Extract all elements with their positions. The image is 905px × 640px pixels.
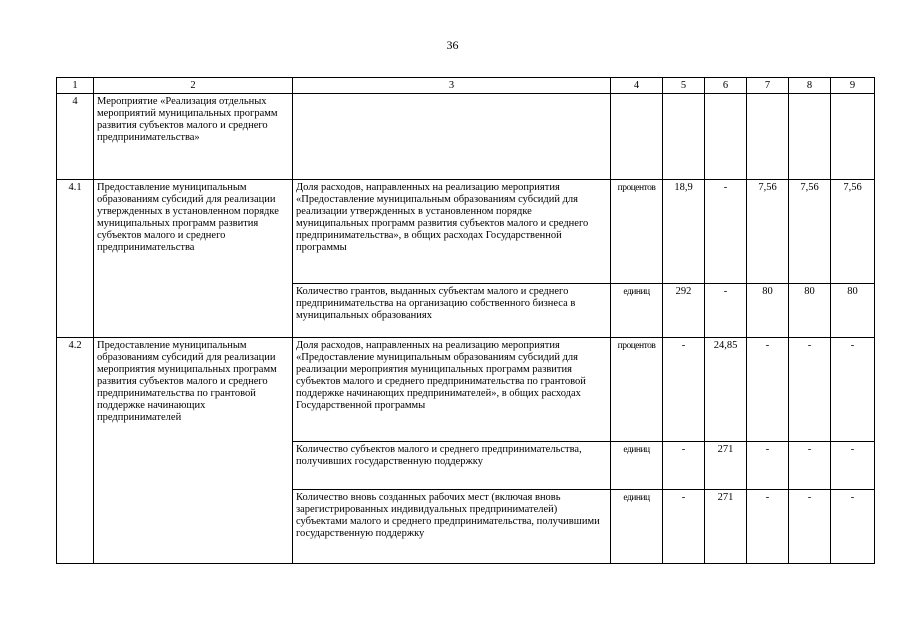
table-row [57,94,875,180]
indicator-value: - [789,490,831,564]
empty-cell [831,94,875,180]
empty-cell [747,94,789,180]
header-cell: 6 [705,78,747,94]
indicator-value: 7,56 [831,180,875,284]
indicator-unit: процентов [611,180,663,284]
indicator-unit: единиц [611,284,663,338]
indicator-unit: единиц [611,490,663,564]
header-cell: 9 [831,78,875,94]
indicator-value: - [663,442,705,490]
indicator-value: 18,9 [663,180,705,284]
indicator-value: 271 [705,490,747,564]
indicators-table [56,77,875,564]
activity-name: Мероприятие «Реализация отдельных мероприятий муниципальных программ развития субъектов малого и среднего предпринимательства» [94,94,293,180]
row-number: 4 [57,94,94,180]
indicator-text: Количество грантов, выданных субъектам малого и среднего предпринимательства на организацию собственного бизнеса в муниципальных образованиях [293,284,611,338]
activity-name: Предоставление муниципальным образованиям субсидий для реализации мероприятия муниципальных программ развития субъектов малого и среднего предпринимательства по грантовой поддержке начинающих предпринимателей [94,338,293,564]
indicator-value: 7,56 [747,180,789,284]
header-cell: 8 [789,78,831,94]
indicator-value: - [831,338,875,442]
empty-cell [663,94,705,180]
empty-cell [293,94,611,180]
indicator-text: Доля расходов, направленных на реализацию мероприятия «Предоставление муниципальным образованиям субсидий для реализации мероприятия муниципальных программ развития субъектов малого и среднего предпринимательства по грантовой поддержке начинающих предпринимателей», в общих расходах Государственной программы [293,338,611,442]
indicator-unit: единиц [611,442,663,490]
header-cell: 7 [747,78,789,94]
indicator-value: 7,56 [789,180,831,284]
header-cell: 5 [663,78,705,94]
indicator-value: - [831,490,875,564]
header-cell: 4 [611,78,663,94]
header-cell: 3 [293,78,611,94]
empty-cell [611,94,663,180]
activity-name: Предоставление муниципальным образованиям субсидий для реализации утвержденных в установленном порядке муниципальных программ развития субъектов малого и среднего предпринимательства [94,180,293,338]
indicator-value: 80 [747,284,789,338]
header-cell: 1 [57,78,94,94]
indicator-value: - [705,180,747,284]
row-number: 4.1 [57,180,94,338]
indicator-value: - [663,490,705,564]
indicator-value: - [831,442,875,490]
indicator-unit: процентов [611,338,663,442]
indicator-value: - [747,442,789,490]
indicator-value: - [789,338,831,442]
indicator-text: Доля расходов, направленных на реализацию мероприятия «Предоставление муниципальным образованиям субсидий для реализации утвержденных в установленном порядке муниципальных программ развития субъектов малого и среднего предпринимательства», в общих расходах Государственной программы [293,180,611,284]
indicator-value: 24,85 [705,338,747,442]
indicator-value: - [705,284,747,338]
table-row [57,338,875,442]
table-header-row [57,78,875,94]
indicator-value: - [663,338,705,442]
indicator-value: - [789,442,831,490]
indicator-text: Количество вновь созданных рабочих мест (включая вновь зарегистрированных индивидуальных предпринимателей) субъектами малого и среднего предпринимательства, получившими государственную поддержку [293,490,611,564]
indicator-value: 292 [663,284,705,338]
indicator-value: - [747,338,789,442]
indicator-text: Количество субъектов малого и среднего предпринимательства, получивших государственную поддержку [293,442,611,490]
indicator-value: 80 [789,284,831,338]
indicator-value: - [747,490,789,564]
indicator-value: 271 [705,442,747,490]
indicator-value: 80 [831,284,875,338]
table-row [57,180,875,284]
empty-cell [789,94,831,180]
header-cell: 2 [94,78,293,94]
page-number: 36 [446,38,459,52]
row-number: 4.2 [57,338,94,564]
empty-cell [705,94,747,180]
